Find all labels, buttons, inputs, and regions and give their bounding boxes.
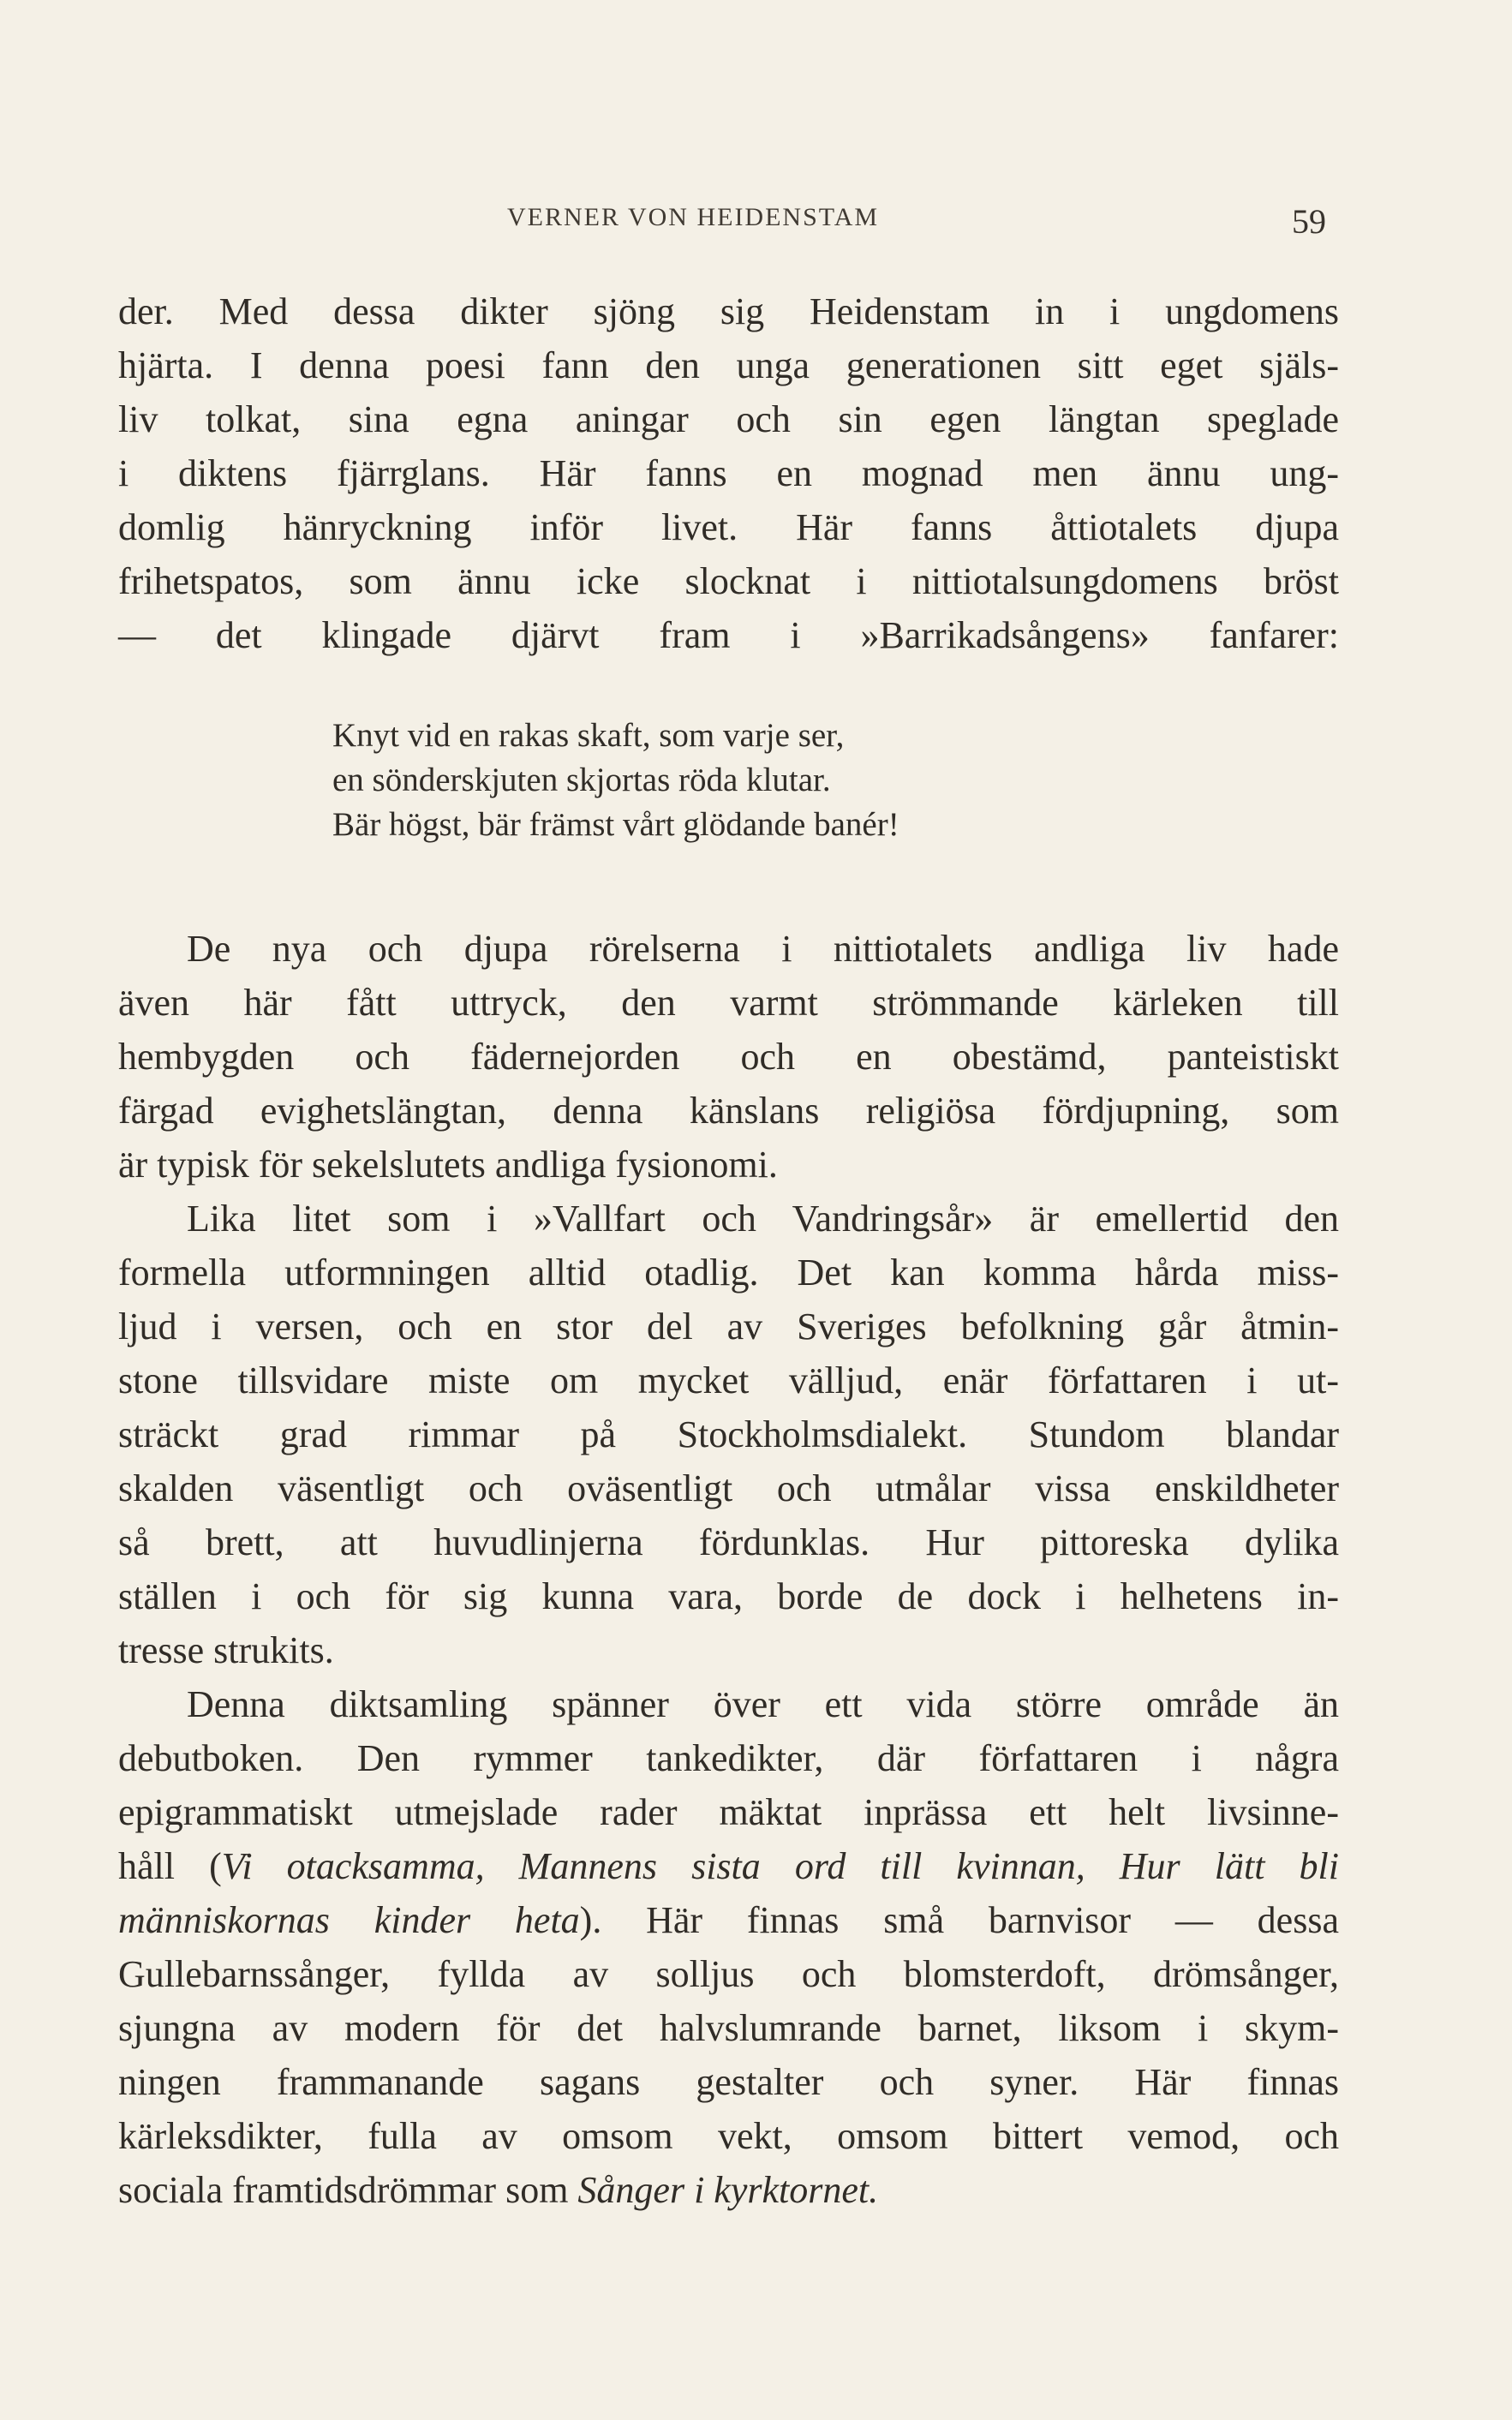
text-line: domlig hänryckning inför livet. Här fanns åttiotalets djupa xyxy=(118,506,1339,548)
text-line: är typisk för sekelslutets andliga fysionomi. xyxy=(118,1144,778,1186)
text-line xyxy=(118,2163,1339,2217)
text-line: skalden väsentligt och oväsentligt och utmålar vissa enskildheter xyxy=(118,1467,1339,1509)
text-line xyxy=(118,1839,1339,1893)
verse-line: en sönderskjuten skjortas röda klutar. xyxy=(332,762,831,798)
text-line: Lika litet som i »Vallfart och Vandringsår» är emellertid den xyxy=(187,1198,1339,1240)
text-line: sträckt grad rimmar på Stockholmsdialekt. Stundom blandar xyxy=(118,1413,1339,1455)
verse-line: Bär högst, bär främst vårt glödande banér! xyxy=(332,806,899,843)
paragraph-1 xyxy=(118,284,1339,662)
text-line: även här fått uttryck, den varmt strömmande kärleken till xyxy=(118,982,1339,1024)
poem-title-list: Vi otacksamma, Mannens sista ord till kvinnan, Hur lätt bli xyxy=(221,1845,1339,1887)
page-number: 59 xyxy=(1292,202,1326,241)
verse-quotation xyxy=(332,714,1155,847)
text-line: ställen i och för sig kunna vara, borde de dock i helhetens in- xyxy=(118,1575,1339,1617)
text-line: De nya och djupa rörelserna i nittiotalets andliga liv hade xyxy=(187,928,1339,970)
text-line: kärleksdikter, fulla av omsom vekt, omsom bittert vemod, och xyxy=(118,2115,1339,2157)
text-line: ningen frammanande sagans gestalter och syner. Här finnas xyxy=(118,2061,1339,2103)
text-line: tresse strukits. xyxy=(118,1629,334,1671)
poem-title: Sånger i kyrktornet. xyxy=(577,2169,879,2211)
text-line: hjärta. I denna poesi fann den unga generationen sitt eget själs- xyxy=(118,344,1339,386)
text-line: Denna diktsamling spänner över ett vida större område än xyxy=(187,1683,1339,1725)
text-line: så brett, att huvudlinjerna fördunklas. Hur pittoreska dylika xyxy=(118,1521,1339,1563)
text-line: frihetspatos, som ännu icke slocknat i nittiotalsungdomens bröst xyxy=(118,560,1339,602)
text-fragment: håll ( xyxy=(118,1845,222,1887)
text-line: — det klingade djärvt fram i »Barrikadsångens» fanfarer: xyxy=(118,614,1339,656)
text-fragment: ). Här finnas små barnvisor — dessa xyxy=(579,1899,1339,1941)
paragraph-2 xyxy=(118,922,1339,1192)
text-line: liv tolkat, sina egna aningar och sin egen längtan speglade xyxy=(118,398,1339,440)
text-line: Gullebarnssånger, fyllda av solljus och blomsterdoft, drömsånger, xyxy=(118,1953,1339,1995)
text-line: debutboken. Den rymmer tankedikter, där författaren i några xyxy=(118,1737,1339,1779)
paragraph-4 xyxy=(118,1677,1339,2217)
text-line: hembygden och fädernejorden och en obestämd, panteistiskt xyxy=(118,1036,1339,1078)
text-line: der. Med dessa dikter sjöng sig Heidenstam in i ungdomens xyxy=(118,290,1339,332)
text-line xyxy=(118,1893,1339,1947)
running-title: VERNER VON HEIDENSTAM xyxy=(507,203,880,231)
text-line: epigrammatiskt utmejslade rader mäktat inprässa ett helt livsinne- xyxy=(118,1791,1339,1833)
text-line: i diktens fjärrglans. Här fanns en mognad men ännu ung- xyxy=(118,452,1339,494)
verse-line: Knyt vid en rakas skaft, som varje ser, xyxy=(332,717,845,754)
text-line: färgad evighetslängtan, denna känslans religiösa fördjupning, som xyxy=(118,1090,1339,1132)
text-line: sjungna av modern för det halvslumrande barnet, liksom i skym- xyxy=(118,2007,1339,2049)
text-line: ljud i versen, och en stor del av Sveriges befolkning går åtmin- xyxy=(118,1306,1339,1347)
paragraph-3 xyxy=(118,1192,1339,1677)
text-line: formella utformningen alltid otadlig. Det kan komma hårda miss- xyxy=(118,1252,1339,1294)
running-head xyxy=(0,201,1512,244)
poem-title: människornas kinder heta xyxy=(118,1899,580,1941)
text-fragment: sociala framtidsdrömmar som xyxy=(118,2169,578,2211)
text-line: stone tillsvidare miste om mycket välljud, enär författaren i ut- xyxy=(118,1359,1339,1401)
